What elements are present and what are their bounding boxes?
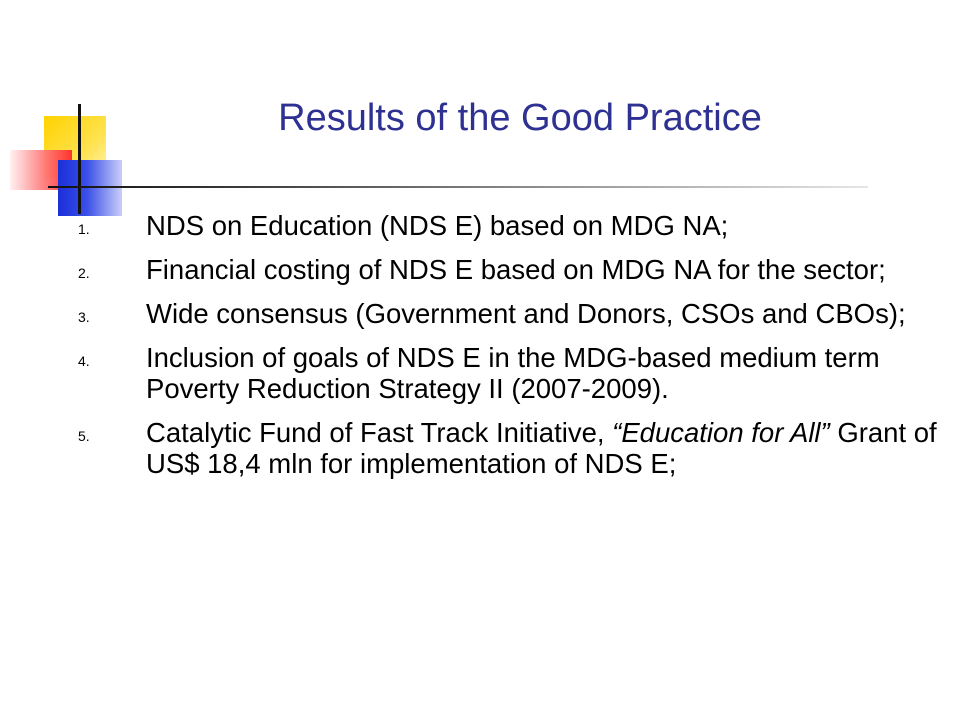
list-item-number: 1. [78,221,90,237]
list-item-italic-phrase: “Education for All” [612,417,830,448]
slide-title: Results of the Good Practice [278,97,762,139]
list-item-text: Inclusion of goals of NDS E in the MDG-based medium term Poverty Reduction Strategy II (2007-2009). [146,342,880,404]
list-item [78,254,938,285]
list-item-text: Financial costing of NDS E based on MDG NA for the sector; [146,254,886,285]
title-underline-rule [48,186,868,188]
results-list [78,210,938,492]
list-item-text: NDS on Education (NDS E) based on MDG NA; [146,210,729,241]
list-item-number: 4. [78,353,90,369]
corner-decoration [0,0,140,230]
list-item [78,298,938,329]
list-item-number: 2. [78,265,90,281]
blue-square-decoration [58,160,122,216]
list-item [78,210,938,241]
list-item-number: 3. [78,309,90,325]
list-item-text-start: Catalytic Fund of Fast Track Initiative, [146,417,613,448]
list-item [78,417,938,479]
vertical-rule [78,104,81,214]
list-item-text-end: Grant of US$ 18,4 mln for implementation of NDS E; [146,417,937,479]
list-item-text [146,417,938,479]
list-item [78,342,938,404]
list-item-number: 5. [78,428,90,444]
list-item-text: Wide consensus (Government and Donors, CSOs and CBOs); [146,298,906,329]
